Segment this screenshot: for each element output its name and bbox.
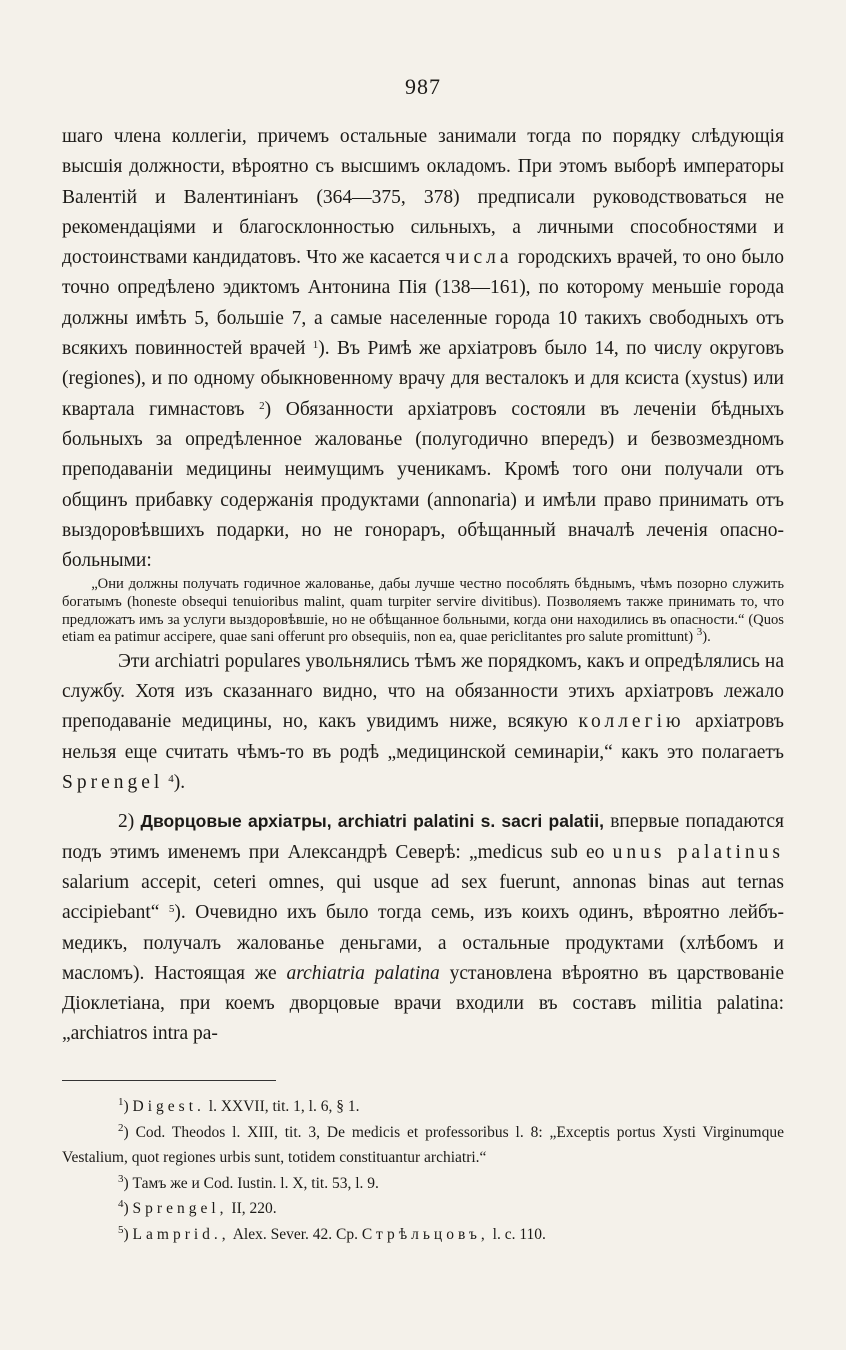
text-run: ) Обязанности архiатровъ состояли въ леченiи бѣдныхъ больныхъ за опредѣленное жалованье (полугодично впередъ) и безвозмездномъ преподаванiи медицины неимущимъ ученикамъ. Кромѣ того они получали отъ общинъ прибавку содержанiя продуктами (annonaria) и имѣли право принимать отъ выздоровѣвшихъ подарки, но не гонораръ, обѣщанный вначалѣ леченiя опасно-больными: [62, 398, 785, 572]
footnote-text: Alex. Sever. 42. Ср. [229, 1225, 362, 1243]
footnote-mark: 5 [118, 1223, 124, 1236]
footnote-text: l. c. 110. [488, 1225, 546, 1243]
paragraph-2 [62, 647, 784, 798]
spaced-emphasis: Sprengel [62, 772, 164, 794]
spaced-emphasis: коллегiю [578, 711, 685, 733]
footnote-5: $^5$) Lamprid., Alex. Sever. 42. Ср. Стрѣльцовъ, l. c. 110. [118, 1223, 546, 1243]
footnote-1: $^1$) Digest. l. XXVII, tit. 1, l. 6, § 1. [118, 1096, 360, 1115]
footnotes [62, 1094, 784, 1247]
text-run: шаго члена коллегiи, причемъ остальные занимали тогда по порядку слѣдующiя высшiя должности, вѣроятно съ высшимъ окладомъ. При этомъ выборѣ императоры Валентiй и Валентинiанъ (364—375, 378) предписали руководствоваться не рекомендацiями и благосклонностью сильныхъ, а личными способностями и достоинствами кандидатовъ. Что же касается [62, 126, 784, 269]
footnote-text: Cod. Theodos l. XIII, tit. 3, De medicis et professoribus l. 8: „Exceptis portus Xysti Virginumque Vestalium, quot regiones urbis sunt, totidem constituantur archiatri.“ [62, 1123, 784, 1166]
spaced-emphasis: Стрѣльцовъ, [361, 1225, 489, 1243]
text-run: ). [173, 772, 186, 794]
footnote-ref-4[interactable]: 4 [168, 773, 174, 786]
paragraph-3 [62, 806, 784, 1049]
footnote-mark: 4 [118, 1198, 124, 1210]
text-run: ). Въ Римѣ же архiатровъ было 14, по числу округовъ (regiones), и по одному обыкновенному врачу для весталокъ и для ксиста (xystus) или квартала гимнастовъ [62, 338, 784, 420]
footnote-text: Тамъ же и Cod. Iustin. l. X, tit. 53, l. 9. [128, 1174, 379, 1192]
spaced-emphasis: числа [445, 247, 513, 269]
section-number: 2) [118, 811, 141, 833]
footnote-ref-5[interactable]: 5 [168, 903, 175, 916]
text-run: архiатровъ нельзя еще считать чѣмъ-то въ родѣ „медицинской семинарiи,“ какъ это полагаетъ [62, 711, 784, 763]
text-run: установлена вѣроятно въ царствованiе Дiоклетiана, при коемъ дворцовые врачи входили въ составъ militia palatina: „archiatros intra pa- [62, 962, 785, 1045]
spaced-emphasis: Lamprid., [132, 1225, 230, 1243]
text-run: salarium accepit, ceteri omnes, qui usque ad sex fuerunt, annonas binas aut ternas accipiebant“ [62, 871, 784, 924]
spaced-emphasis: Sprengel, [132, 1200, 228, 1217]
footnote-ref-3[interactable]: 3 [696, 626, 703, 639]
footnote-ref-1[interactable]: 1 [312, 339, 319, 352]
quote-text: „Они должны получать годичное жалованье, дабы лучше честно пособлять бѣднымъ, чѣмъ позорно служить богатымъ (honeste obsequi tenuioribus malint, quam turpiter servire divitibus). Позволяемъ также принимать то, что предложатъ имъ за услуги выздоровѣвшiе, но не обѣщанное больными, когда они находились въ опасности.“ (Quos etiam ea patimur accipere, quae sani offerunt pro obsequiis, non ea, quae periclitantes pro salute promittunt) [62, 576, 784, 646]
text-run: ). Очевидно ихъ было тогда семь, изъ коихъ одинъ, вѣроятно лейбъ-медикъ, получалъ жалованье деньгами, а остальные продуктами (хлѣбомъ и масломъ). Настоящая же [62, 902, 784, 984]
paragraph-1 [62, 122, 784, 576]
footnote-mark: 1 [118, 1096, 124, 1108]
page-number: 987 [405, 74, 441, 99]
section-heading: Дворцовые архiатры, archiatri palatini s. sacri palatii, [140, 811, 604, 832]
block-quote [62, 576, 784, 646]
footnote-3: $^3$) Тамъ же и Cod. Iustin. l. X, tit. 53, l. 9. [118, 1172, 379, 1192]
main-text [62, 122, 784, 1050]
spaced-emphasis: unus palatinus [612, 841, 784, 863]
text-run: городскихъ врачей, то оно было точно опредѣлено эдиктомъ Антонина Пiя (138—161), по которому меньшiе города должны имѣть 5, большiе 7, а самые населенные города 10 такихъ свободныхъ отъ всякихъ повинностей врачей [62, 247, 784, 360]
text-run: впервые попадаются подъ этимъ именемъ при Александрѣ Северѣ: „medicus sub eo [62, 811, 785, 863]
footnote-text: l. XXVII, tit. 1, l. 6, § 1. [204, 1098, 360, 1115]
footnote-divider [62, 1080, 276, 1081]
italic-term: archiatria palatina [286, 962, 440, 984]
text-run: ). [702, 629, 711, 646]
footnote-mark: 3 [118, 1172, 124, 1185]
footnote-mark: 2 [118, 1121, 124, 1134]
footnote-2: $^2$) Cod. Theodos l. XIII, tit. 3, De medicis et professoribus l. 8: „Exceptis portus Xysti Virginumque Vestalium, quot regiones urbis sunt, totidem constituantur archiatri.“ [62, 1121, 784, 1166]
text-run: Эти archiatri populares увольнялись тѣмъ же порядкомъ, какъ и опредѣлялись на службу. Хотя изъ сказаннаго видно, что на обязанности этихъ архiатровъ лежало преподаванiе медицины, но, какъ увидимъ ниже, всякую [62, 650, 784, 733]
spaced-emphasis: Digest. [132, 1098, 205, 1115]
footnote-ref-2[interactable]: 2 [259, 399, 265, 412]
footnote-4: $^4$) Sprengel, II, 220. [118, 1198, 277, 1217]
footnote-text: II, 220. [227, 1200, 277, 1217]
